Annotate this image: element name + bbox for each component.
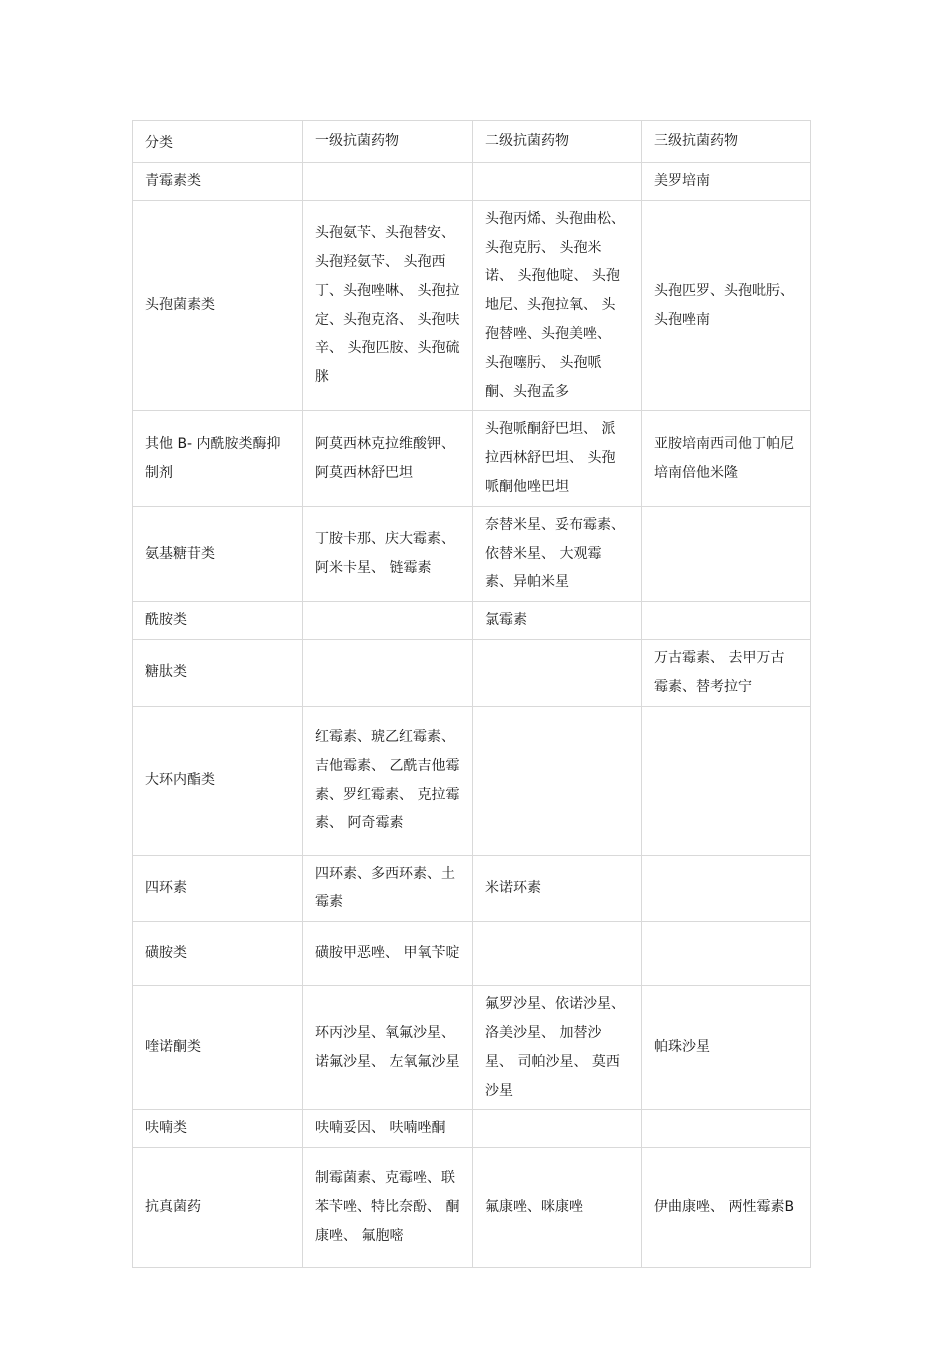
level-3-cell xyxy=(642,1110,811,1148)
level-1-cell xyxy=(303,163,473,201)
level-3-cell xyxy=(642,602,811,640)
level-2-cell xyxy=(473,639,642,706)
level-3-cell xyxy=(642,506,811,601)
level-1-cell: 磺胺甲恶唑、 甲氧苄啶 xyxy=(303,922,473,986)
category-cell: 其他 B- 内酰胺类酶抑制剂 xyxy=(133,411,303,506)
level-3-cell: 万古霉素、 去甲万古霉素、替考拉宁 xyxy=(642,639,811,706)
level-3-cell: 帕珠沙星 xyxy=(642,986,811,1110)
level-2-cell: 奈替米星、妥布霉素、 依替米星、 大观霉素、异帕米星 xyxy=(473,506,642,601)
level-3-cell: 亚胺培南西司他丁帕尼培南倍他米隆 xyxy=(642,411,811,506)
category-cell: 磺胺类 xyxy=(133,922,303,986)
level-1-cell: 呋喃妥因、 呋喃唑酮 xyxy=(303,1110,473,1148)
level-3-cell xyxy=(642,706,811,855)
category-cell: 氨基糖苷类 xyxy=(133,506,303,601)
level-2-cell: 米诺环素 xyxy=(473,855,642,922)
level-1-cell: 制霉菌素、克霉唑、联苯苄唑、特比奈酚、 酮康唑、 氟胞嘧 xyxy=(303,1148,473,1268)
level-1-cell: 丁胺卡那、庆大霉素、 阿米卡星、 链霉素 xyxy=(303,506,473,601)
level-3-cell: 伊曲康唑、 两性霉素B xyxy=(642,1148,811,1268)
header-level-2: 二级抗菌药物 xyxy=(473,121,642,163)
level-1-cell: 红霉素、琥乙红霉素、 吉他霉素、 乙酰吉他霉素、罗红霉素、 克拉霉素、 阿奇霉素 xyxy=(303,706,473,855)
level-2-cell: 氟康唑、咪康唑 xyxy=(473,1148,642,1268)
table-row xyxy=(133,855,811,922)
table-row xyxy=(133,602,811,640)
category-cell: 抗真菌药 xyxy=(133,1148,303,1268)
category-cell: 大环内酯类 xyxy=(133,706,303,855)
table-row xyxy=(133,639,811,706)
category-cell: 呋喃类 xyxy=(133,1110,303,1148)
table-row xyxy=(133,922,811,986)
level-2-cell xyxy=(473,922,642,986)
level-2-cell: 氟罗沙星、依诺沙星、洛美沙星、 加替沙星、 司帕沙星、 莫西沙星 xyxy=(473,986,642,1110)
header-level-3: 三级抗菌药物 xyxy=(642,121,811,163)
table-row xyxy=(133,411,811,506)
table-row xyxy=(133,1148,811,1268)
level-2-cell xyxy=(473,706,642,855)
table-row xyxy=(133,163,811,201)
category-cell: 青霉素类 xyxy=(133,163,303,201)
category-cell: 四环素 xyxy=(133,855,303,922)
table-row xyxy=(133,986,811,1110)
table-row xyxy=(133,706,811,855)
level-1-cell: 阿莫西林克拉维酸钾、阿莫西林舒巴坦 xyxy=(303,411,473,506)
level-3-cell xyxy=(642,922,811,986)
level-1-cell xyxy=(303,602,473,640)
category-cell: 头孢菌素类 xyxy=(133,200,303,411)
category-cell: 糖肽类 xyxy=(133,639,303,706)
level-3-cell: 头孢匹罗、头孢吡肟、头孢唑南 xyxy=(642,200,811,411)
header-category: 分类 xyxy=(133,121,303,163)
level-2-cell xyxy=(473,1110,642,1148)
table-header-row xyxy=(133,121,811,163)
level-2-cell xyxy=(473,163,642,201)
level-3-cell xyxy=(642,855,811,922)
level-1-cell: 四环素、多西环素、土霉素 xyxy=(303,855,473,922)
level-2-cell: 氯霉素 xyxy=(473,602,642,640)
table-row xyxy=(133,200,811,411)
level-1-cell: 环丙沙星、氧氟沙星、 诺氟沙星、 左氧氟沙星 xyxy=(303,986,473,1110)
category-cell: 酰胺类 xyxy=(133,602,303,640)
header-level-1: 一级抗菌药物 xyxy=(303,121,473,163)
level-2-cell: 头孢哌酮舒巴坦、 派拉西林舒巴坦、 头孢哌酮他唑巴坦 xyxy=(473,411,642,506)
table-row xyxy=(133,1110,811,1148)
category-cell: 喹诺酮类 xyxy=(133,986,303,1110)
level-2-cell: 头孢丙烯、头孢曲松、 头孢克肟、 头孢米诺、 头孢他啶、 头孢地尼、头孢拉氧、 头孢替唑、头孢美唑、 头孢噻肟、 头孢哌酮、头孢孟多 xyxy=(473,200,642,411)
level-1-cell: 头孢氨苄、头孢替安、 头孢羟氨苄、 头孢西丁、头孢唑啉、 头孢拉定、头孢克洛、 头孢呋辛、 头孢匹胺、头孢硫脒 xyxy=(303,200,473,411)
level-1-cell xyxy=(303,639,473,706)
level-3-cell: 美罗培南 xyxy=(642,163,811,201)
table-row xyxy=(133,506,811,601)
antibiotic-grading-table xyxy=(132,120,811,1268)
